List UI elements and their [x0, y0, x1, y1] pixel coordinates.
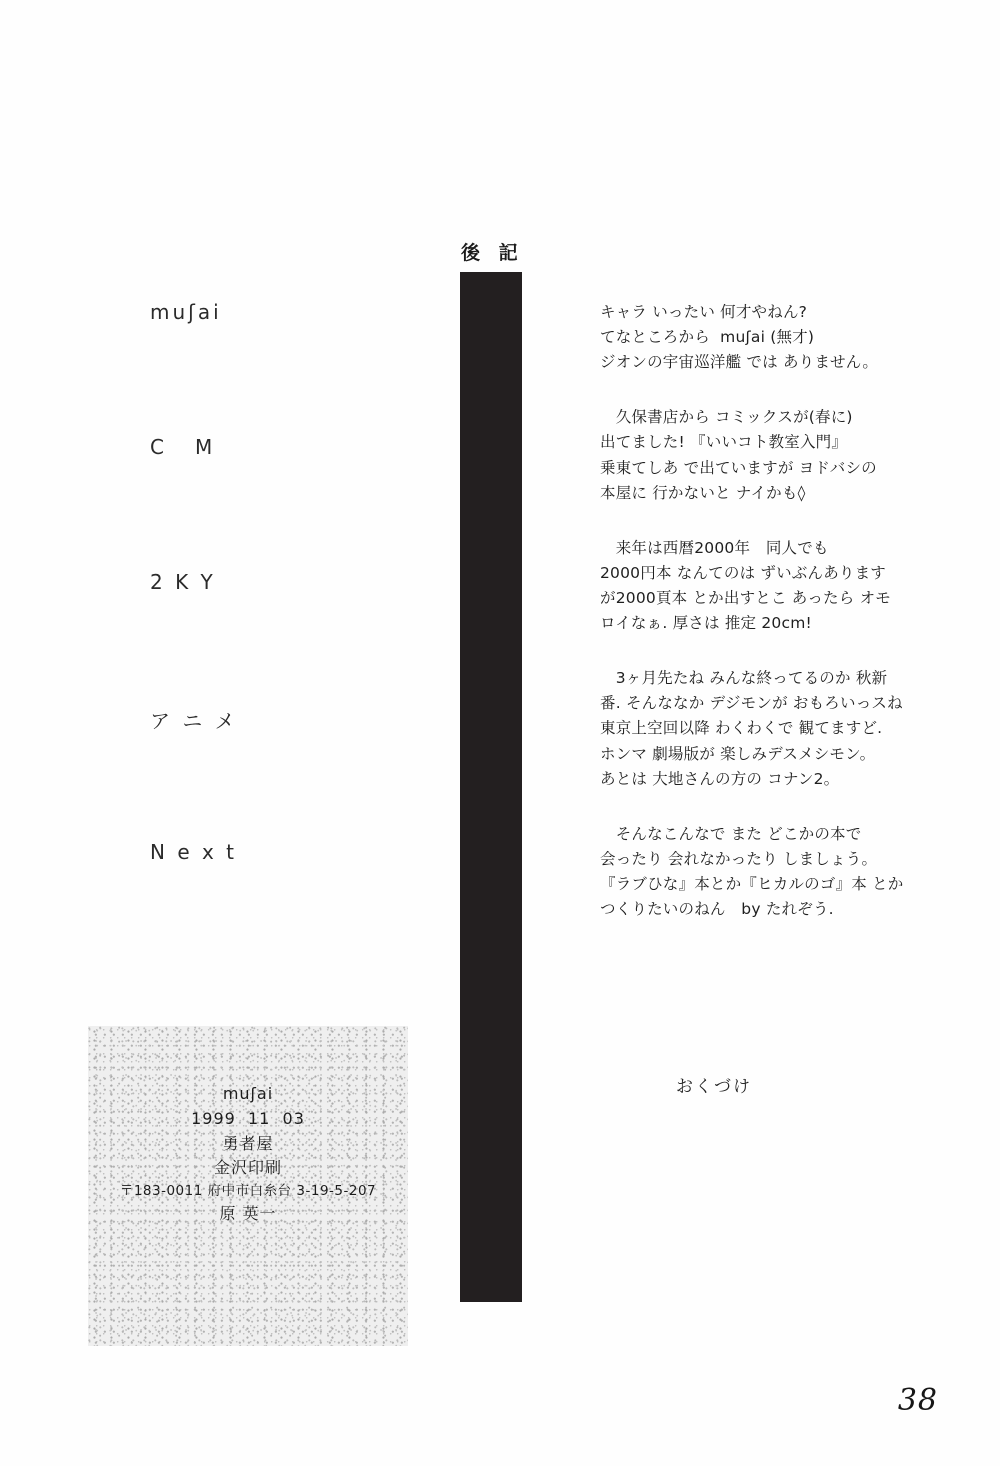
afterword-line: 来年は西暦2000年 同人でも	[600, 538, 829, 557]
afterword-line: 東京上空回以降 わくわくで 観てますど.	[600, 719, 883, 738]
afterword-text	[600, 300, 930, 952]
okuzuke-label: おくづけ	[676, 1077, 752, 1097]
afterword-line: てなところから muʃai (無才)	[600, 328, 815, 347]
colophon-line: 金沢印刷	[213, 1158, 282, 1178]
colophon-text	[88, 1026, 408, 1346]
afterword-line: つくりたいのねん by たれぞう.	[600, 900, 834, 919]
colophon-line: 原 英一	[219, 1204, 277, 1224]
afterword-line: 2000円本 なんてのは ずいぶんあります	[600, 563, 887, 582]
left-topic-item: 2 K Y	[150, 570, 216, 594]
left-topic-list	[150, 300, 390, 975]
afterword-line: 番. そんななか デジモンが おもろいっスね	[600, 694, 903, 713]
afterword-line: ジオンの宇宙巡洋艦 では ありません。	[600, 353, 879, 372]
black-vertical-bar	[460, 272, 522, 1302]
colophon-line: muʃai	[222, 1084, 274, 1103]
afterword-line: が2000頁本 とか出すとこ あったら オモ	[600, 588, 891, 607]
afterword-line: 3ヶ月先たね みんな終ってるのか 秋新	[600, 669, 888, 688]
afterword-paragraph	[600, 822, 930, 922]
afterword-line: ホンマ 劇場版が 楽しみデスメシモン。	[600, 744, 876, 763]
colophon-block	[88, 1026, 408, 1346]
afterword-paragraph	[600, 666, 930, 792]
colophon-line: 勇者屋	[222, 1133, 274, 1153]
afterword-line: 本屋に 行かないと ナイかも◊	[600, 483, 806, 502]
afterword-line: そんなこんなで また どこかの本で	[600, 824, 862, 843]
left-topic-item: muʃai	[150, 300, 222, 324]
afterword-line: キャラ いったい 何才やねん?	[600, 303, 808, 321]
afterword-paragraph	[600, 536, 930, 636]
afterword-paragraph	[600, 405, 930, 505]
afterword-line: 久保書店から コミックスが(春に)	[600, 408, 853, 427]
left-topic-item: ア ニ メ	[150, 709, 238, 733]
colophon-line: 1999 11 03	[191, 1108, 305, 1128]
left-topic-item: C M	[150, 435, 216, 459]
afterword-line: 『ラブひな』本とか『ヒカルのゴ』本 とか	[600, 874, 904, 893]
afterword-line: 会ったり 会れなかったり しましょう。	[600, 849, 878, 868]
section-heading: 後 記	[461, 242, 524, 264]
page-number: 38	[897, 1383, 938, 1418]
colophon-line: 〒183-0011 府中市白糸台 3-19-5-207	[119, 1183, 377, 1200]
afterword-line: 乗東てしあ で出ていますが ヨドバシの	[600, 458, 877, 477]
afterword-paragraph	[600, 300, 930, 375]
afterword-line: 出てました! 『いいコト教室入門』	[600, 433, 848, 452]
left-topic-item: N e x t	[150, 840, 238, 864]
afterword-line: ロイなぁ. 厚さは 推定 20cm!	[600, 614, 812, 633]
afterword-line: あとは 大地さんの方の コナン2。	[600, 769, 840, 788]
